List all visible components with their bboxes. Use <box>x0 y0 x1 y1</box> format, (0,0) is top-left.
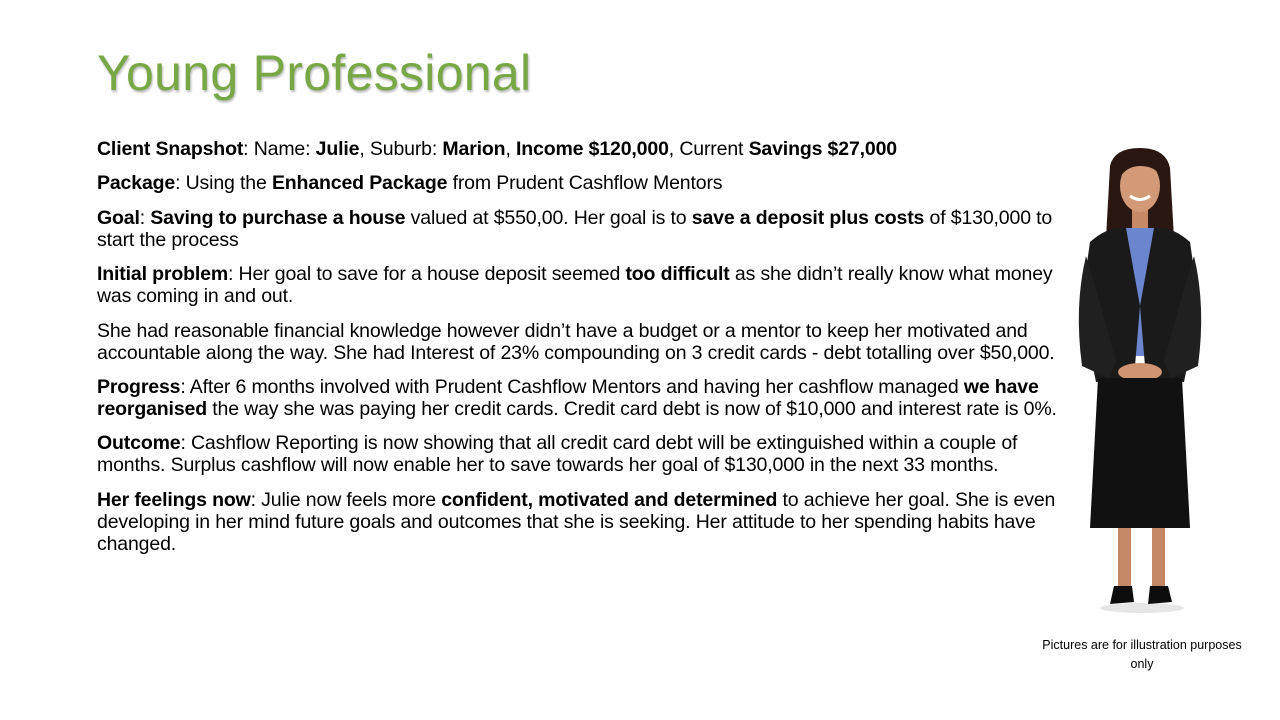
text-segment: Package <box>97 172 176 195</box>
text-segment: the way she was paying her credit cards. Credit card debt is now of $10,000 and interest rate is 0%. <box>206 397 1057 420</box>
text-segment: save a deposit plus costs <box>691 206 925 229</box>
text-segment: we have reorganised <box>97 375 1039 420</box>
paragraph-background <box>97 320 1065 364</box>
text-segment: confident, motivated and determined <box>441 488 778 511</box>
text-segment: to achieve her goal. She is even developing in her mind future goals and outcomes that she is seeking. Her attitude to her spending habits have changed. <box>97 488 1056 555</box>
text-segment: She had reasonable financial knowledge however didn’t have a budget or a mentor to keep her motivated and accountable along the way. She had Interest of 23% compounding on 3 credit cards - debt totalling over $50,000. <box>97 319 1055 364</box>
text-segment: Savings $27,000 <box>748 138 897 160</box>
illustration-caption: Pictures are for illustration purposes only <box>1042 638 1242 671</box>
text-segment: , <box>505 138 516 160</box>
text-segment: Outcome <box>97 432 181 455</box>
text-segment: : Using the <box>175 172 272 195</box>
text-segment: Marion <box>442 138 506 160</box>
text-segment: : Name: <box>243 138 316 160</box>
text-segment: valued at $550,00. Her goal is to <box>405 206 692 229</box>
text-segment: as she didn’t really know what money was coming in and out. <box>97 263 1053 308</box>
text-segment: Her feelings now <box>97 488 251 511</box>
text-segment: Enhanced Package <box>271 172 448 195</box>
paragraph-outcome <box>97 432 1065 476</box>
text-segment: Client Snapshot <box>97 138 244 160</box>
text-segment: : <box>139 206 151 229</box>
text-segment: of $130,000 to start the process <box>97 206 1053 251</box>
text-segment: from Prudent Cashflow Mentors <box>447 172 723 195</box>
text-segment: Initial problem <box>97 263 229 286</box>
text-segment: : After 6 months involved with Prudent Cashflow Mentors and having her cashflow managed <box>180 375 964 398</box>
paragraph-goal <box>97 207 1065 251</box>
text-segment: Saving to purchase a house <box>150 206 406 229</box>
slide-title: Young Professional <box>97 45 532 101</box>
paragraph-client-snapshot <box>97 138 1065 160</box>
paragraph-progress <box>97 376 1065 420</box>
text-segment: , Current <box>668 138 749 160</box>
text-segment: Julie <box>315 138 360 160</box>
paragraph-initial-problem <box>97 263 1065 307</box>
text-segment: : Julie now feels more <box>250 488 442 511</box>
text-segment: Progress <box>97 375 181 398</box>
text-segment: Goal <box>97 206 140 229</box>
text-segment: : Her goal to save for a house deposit seemed <box>228 263 626 286</box>
case-study-body <box>97 138 1065 567</box>
text-segment: too difficult <box>625 263 730 286</box>
text-segment: : Cashflow Reporting is now showing that all credit card debt will be extinguished within a couple of months. Surplus cashflow will now enable her to save towards her goal of $130,000 in the next 33 months. <box>97 432 1018 477</box>
paragraph-package <box>97 172 1065 194</box>
paragraph-her-feelings-now <box>97 489 1065 555</box>
text-segment: , Suburb: <box>359 138 443 160</box>
woman-professional-figure <box>1060 146 1220 624</box>
illustration-icon <box>1060 146 1220 624</box>
text-segment: Income $120,000 <box>516 138 669 160</box>
